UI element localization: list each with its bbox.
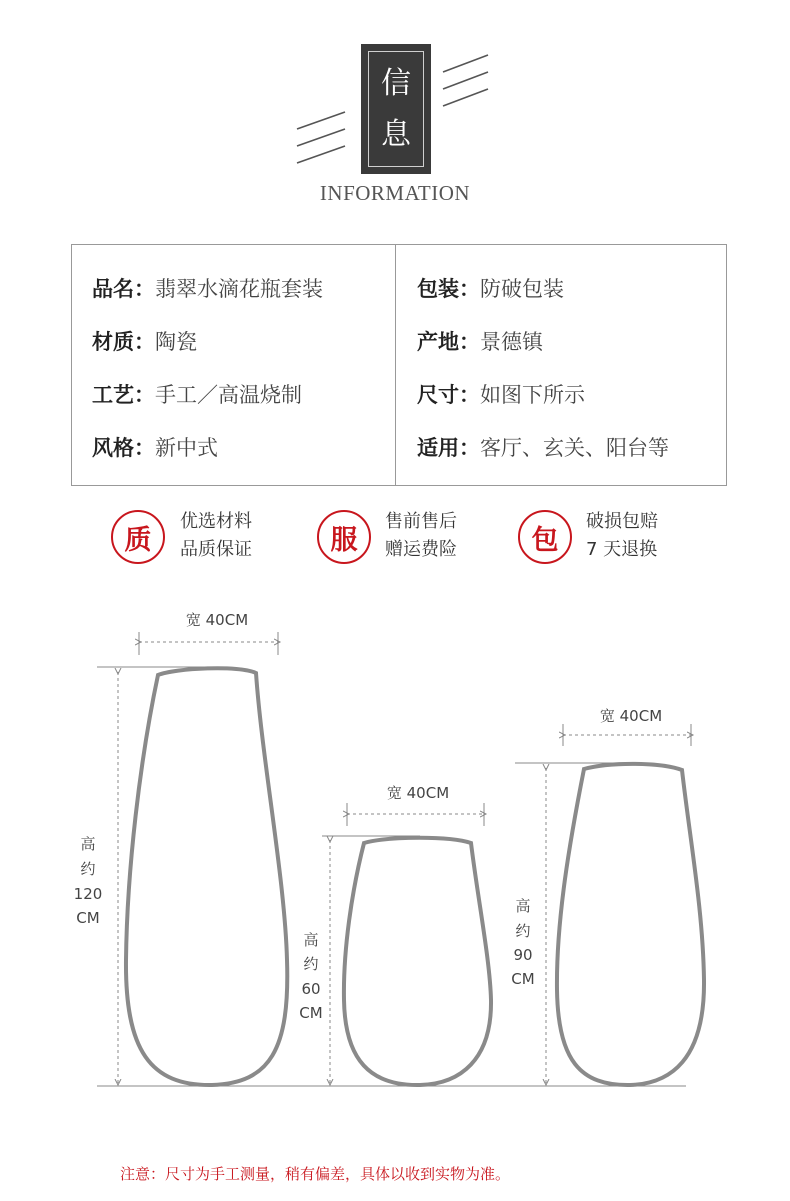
info-row-material — [92, 326, 197, 356]
section-title-frame — [368, 51, 424, 167]
info-key: 尺寸 — [417, 383, 459, 407]
vase-2-height-label: 高 — [303, 931, 319, 949]
info-row-craft — [92, 379, 302, 409]
title-char-1: 信 — [381, 65, 411, 101]
info-sep: ： — [459, 330, 480, 354]
info-value: 新中式 — [155, 436, 218, 460]
vase-2-height-label: 60 — [301, 980, 321, 998]
quality-badge-char: 质 — [124, 524, 152, 556]
info-sep: ： — [134, 383, 155, 407]
info-value: 景德镇 — [480, 330, 543, 354]
vase-1-height-label: 约 — [80, 860, 96, 878]
vase-1-height-label: CM — [76, 909, 100, 927]
badge-line2: 7 天退换 — [586, 539, 658, 560]
quality-badge — [111, 510, 165, 564]
vase-1-height-label: 高 — [80, 835, 96, 853]
info-sep: ： — [459, 277, 480, 301]
service-badge-text — [385, 508, 457, 564]
section-title-box — [361, 44, 431, 174]
product-info-table — [71, 244, 727, 486]
package-badge-text — [586, 508, 658, 564]
info-sep: ： — [134, 436, 155, 460]
info-key: 适用 — [417, 436, 459, 460]
vase-3-height-label: 约 — [515, 922, 531, 940]
badge-line2: 赠运费险 — [385, 539, 457, 560]
badge-line1: 破损包赔 — [586, 511, 658, 532]
info-value: 手工／高温烧制 — [155, 383, 302, 407]
package-badge — [518, 510, 572, 564]
info-sep: ： — [134, 330, 155, 354]
info-key: 风格 — [92, 436, 134, 460]
quality-badge-text — [180, 508, 252, 564]
table-divider — [395, 245, 396, 485]
vase-1-height-label: 120 — [73, 885, 103, 903]
vase-dimension-drawing — [0, 590, 790, 1110]
vase-1-outline — [126, 668, 287, 1085]
info-sep: ： — [459, 383, 480, 407]
vase-3-width-label: 宽 40CM — [599, 707, 663, 725]
vase-3-height-label: 90 — [513, 946, 533, 964]
info-key: 工艺 — [92, 383, 134, 407]
info-value: 陶瓷 — [155, 330, 197, 354]
vase-1-width-label: 宽 40CM — [185, 611, 249, 629]
badge-line1: 优选材料 — [180, 511, 252, 532]
info-row-origin — [417, 326, 543, 356]
info-value: 翡翠水滴花瓶套装 — [155, 277, 323, 301]
info-key: 产地 — [417, 330, 459, 354]
vase-3-height-label: CM — [511, 970, 535, 988]
service-badge — [317, 510, 371, 564]
info-value: 防破包装 — [480, 277, 564, 301]
info-row-style — [92, 432, 218, 462]
service-badge-char: 服 — [330, 524, 358, 556]
title-char-2: 息 — [381, 116, 411, 152]
vase-2-outline — [344, 838, 491, 1085]
vase-2-height-label: CM — [299, 1004, 323, 1022]
info-key: 包装 — [417, 277, 459, 301]
vase-3-outline — [557, 764, 704, 1085]
info-key: 材质 — [92, 330, 134, 354]
info-row-name — [92, 273, 323, 303]
package-badge-char: 包 — [531, 524, 559, 556]
vase-2-height-label: 约 — [303, 955, 319, 973]
badge-line1: 售前售后 — [385, 511, 457, 532]
section-subtitle: INFORMATION — [319, 181, 471, 205]
info-value: 如图下所示 — [480, 383, 585, 407]
measurement-note: 注意：尺寸为手工测量，稍有偏差，具体以收到实物为准。 — [120, 1165, 511, 1183]
badge-line2: 品质保证 — [180, 539, 252, 560]
info-key: 品名 — [92, 277, 134, 301]
info-sep: ： — [459, 436, 480, 460]
info-row-size — [417, 379, 585, 409]
vase-2-width-label: 宽 40CM — [386, 784, 450, 802]
vase-3-height-label: 高 — [515, 897, 531, 915]
info-value: 客厅、玄关、阳台等 — [480, 436, 669, 460]
info-sep: ： — [134, 277, 155, 301]
info-row-packaging — [417, 273, 564, 303]
info-row-usage — [417, 432, 669, 462]
